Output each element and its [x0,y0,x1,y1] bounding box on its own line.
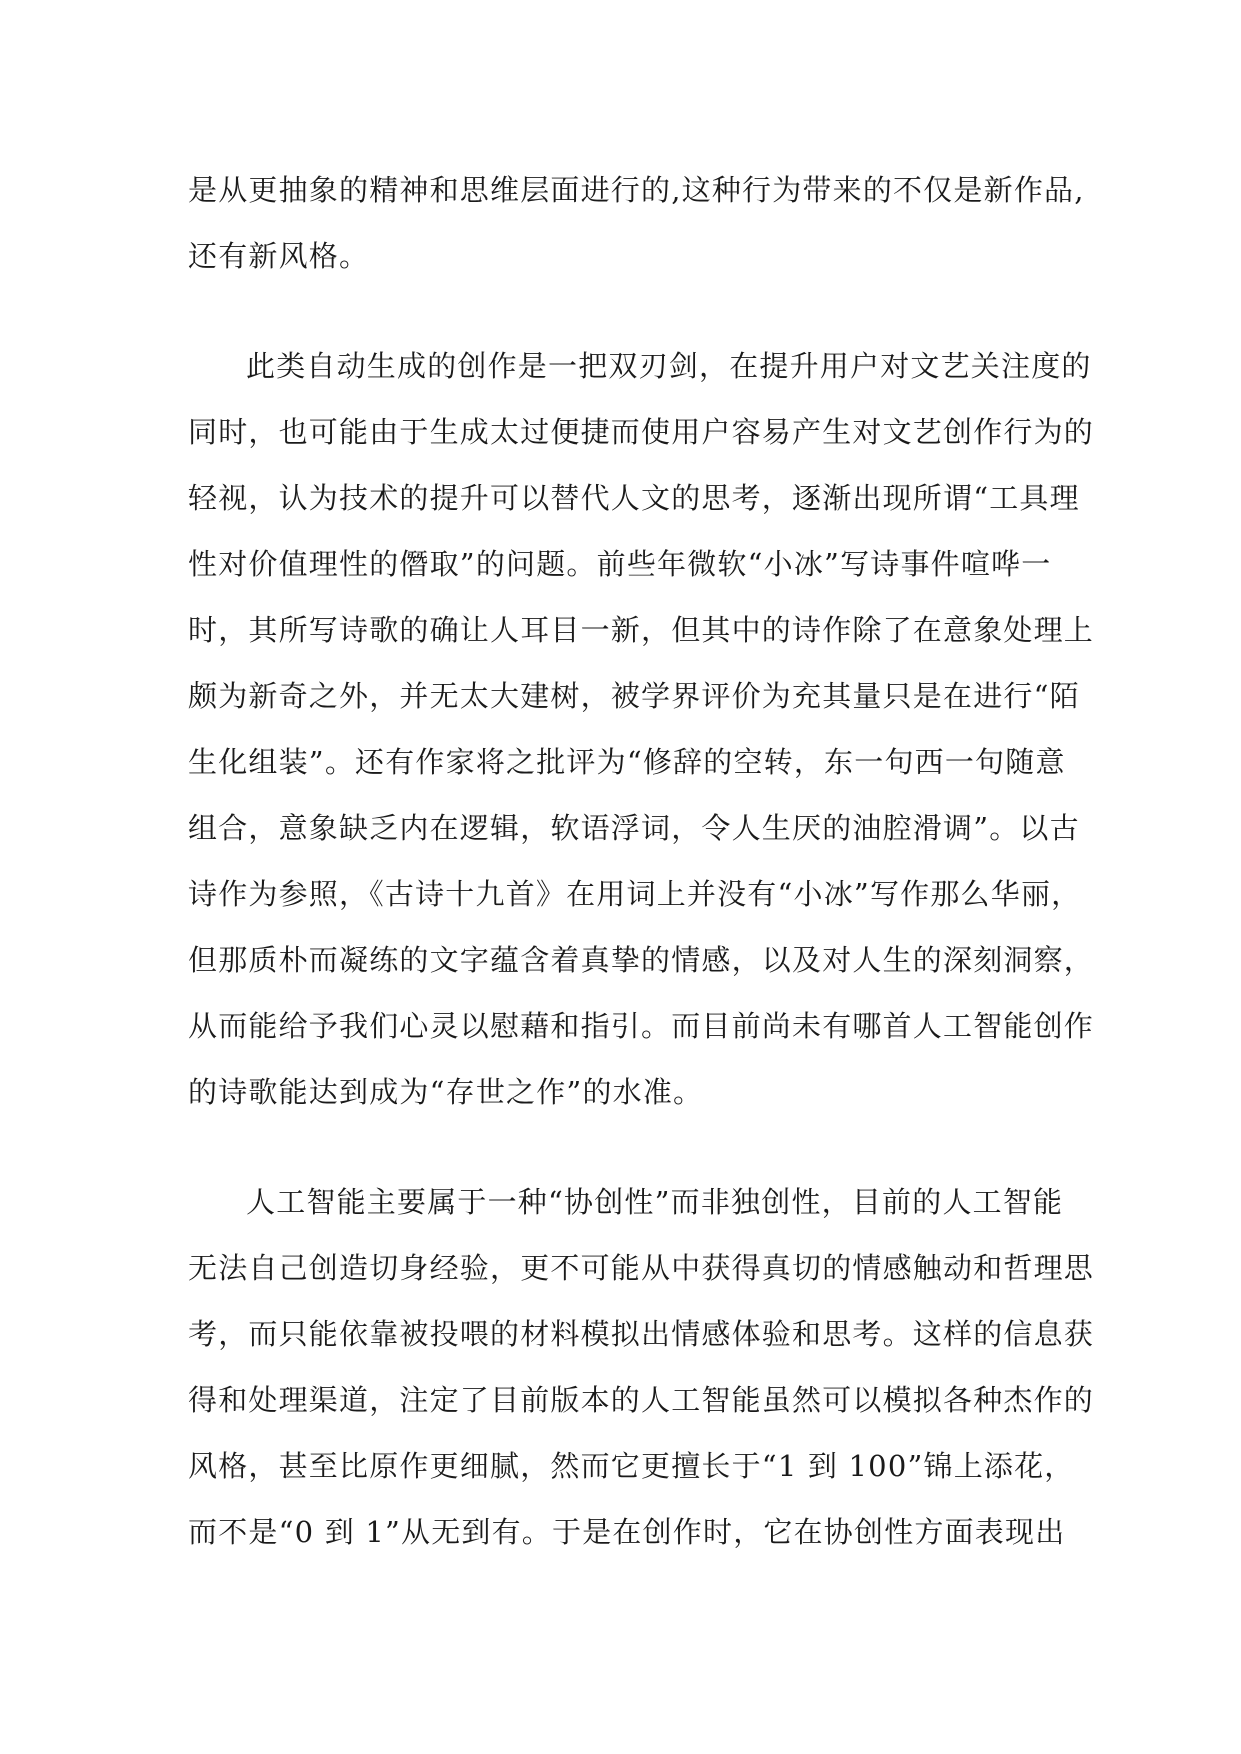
document-body [188,157,1095,1565]
text-line: 此类自动生成的创作是一把双刃剑，在提升用户对文艺关注度的 [246,349,1092,383]
text-line: 从而能给予我们心灵以慰藉和指引。而目前尚未有哪首人工智能创作 [188,1009,1095,1043]
text-line: 生化组装”。还有作家将之批评为“修辞的空转，东一句西一句随意 [188,745,1066,779]
paragraph [188,157,1085,289]
text-line: 但那质朴而凝练的文字蕴含着真挚的情感，以及对人生的深刻洞察， [188,943,1095,977]
text-line: 轻视，认为技术的提升可以替代人文的思考，逐渐出现所谓“工具理 [188,481,1080,515]
paragraph-spacer [188,289,1050,333]
text-line: 是从更抽象的精神和思维层面进行的,这种行为带来的不仅是新作品, [188,173,1085,207]
text-line: 同时，也可能由于生成太过便捷而使用户容易产生对文艺创作行为的 [188,415,1095,449]
paragraph [188,333,1095,1125]
paragraph-spacer [188,1125,1050,1169]
text-line: 而不是“0 到 1”从无到有。于是在创作时，它在协创性方面表现出 [188,1515,1066,1549]
text-line: 得和处理渠道，注定了目前版本的人工智能虽然可以模拟各种杰作的 [188,1383,1095,1417]
text-line: 风格，甚至比原作更细腻，然而它更擅长于“1 到 100”锦上添花， [188,1449,1075,1483]
text-line: 组合，意象缺乏内在逻辑，软语浮词，令人生厌的油腔滑调”。以古 [188,811,1080,845]
paragraph [188,1169,1095,1565]
text-line: 的诗歌能达到成为“存世之作”的水准。 [188,1075,704,1109]
text-line: 时，其所写诗歌的确让人耳目一新，但其中的诗作除了在意象处理上 [188,613,1095,647]
text-line: 颇为新奇之外，并无太大建树，被学界评价为充其量只是在进行“陌 [188,679,1080,713]
text-line: 人工智能主要属于一种“协创性”而非独创性，目前的人工智能 [246,1185,1064,1219]
text-line: 无法自己创造切身经验，更不可能从中获得真切的情感触动和哲理思 [188,1251,1095,1285]
text-line: 诗作为参照，《古诗十九首》在用词上并没有“小冰”写作那么华丽， [188,877,1082,911]
text-line: 性对价值理性的僭取”的问题。前些年微软“小冰”写诗事件喧哗一 [188,547,1052,581]
text-line: 考，而只能依靠被投喂的材料模拟出情感体验和思考。这样的信息获 [188,1317,1095,1351]
text-line: 还有新风格。 [188,239,370,273]
